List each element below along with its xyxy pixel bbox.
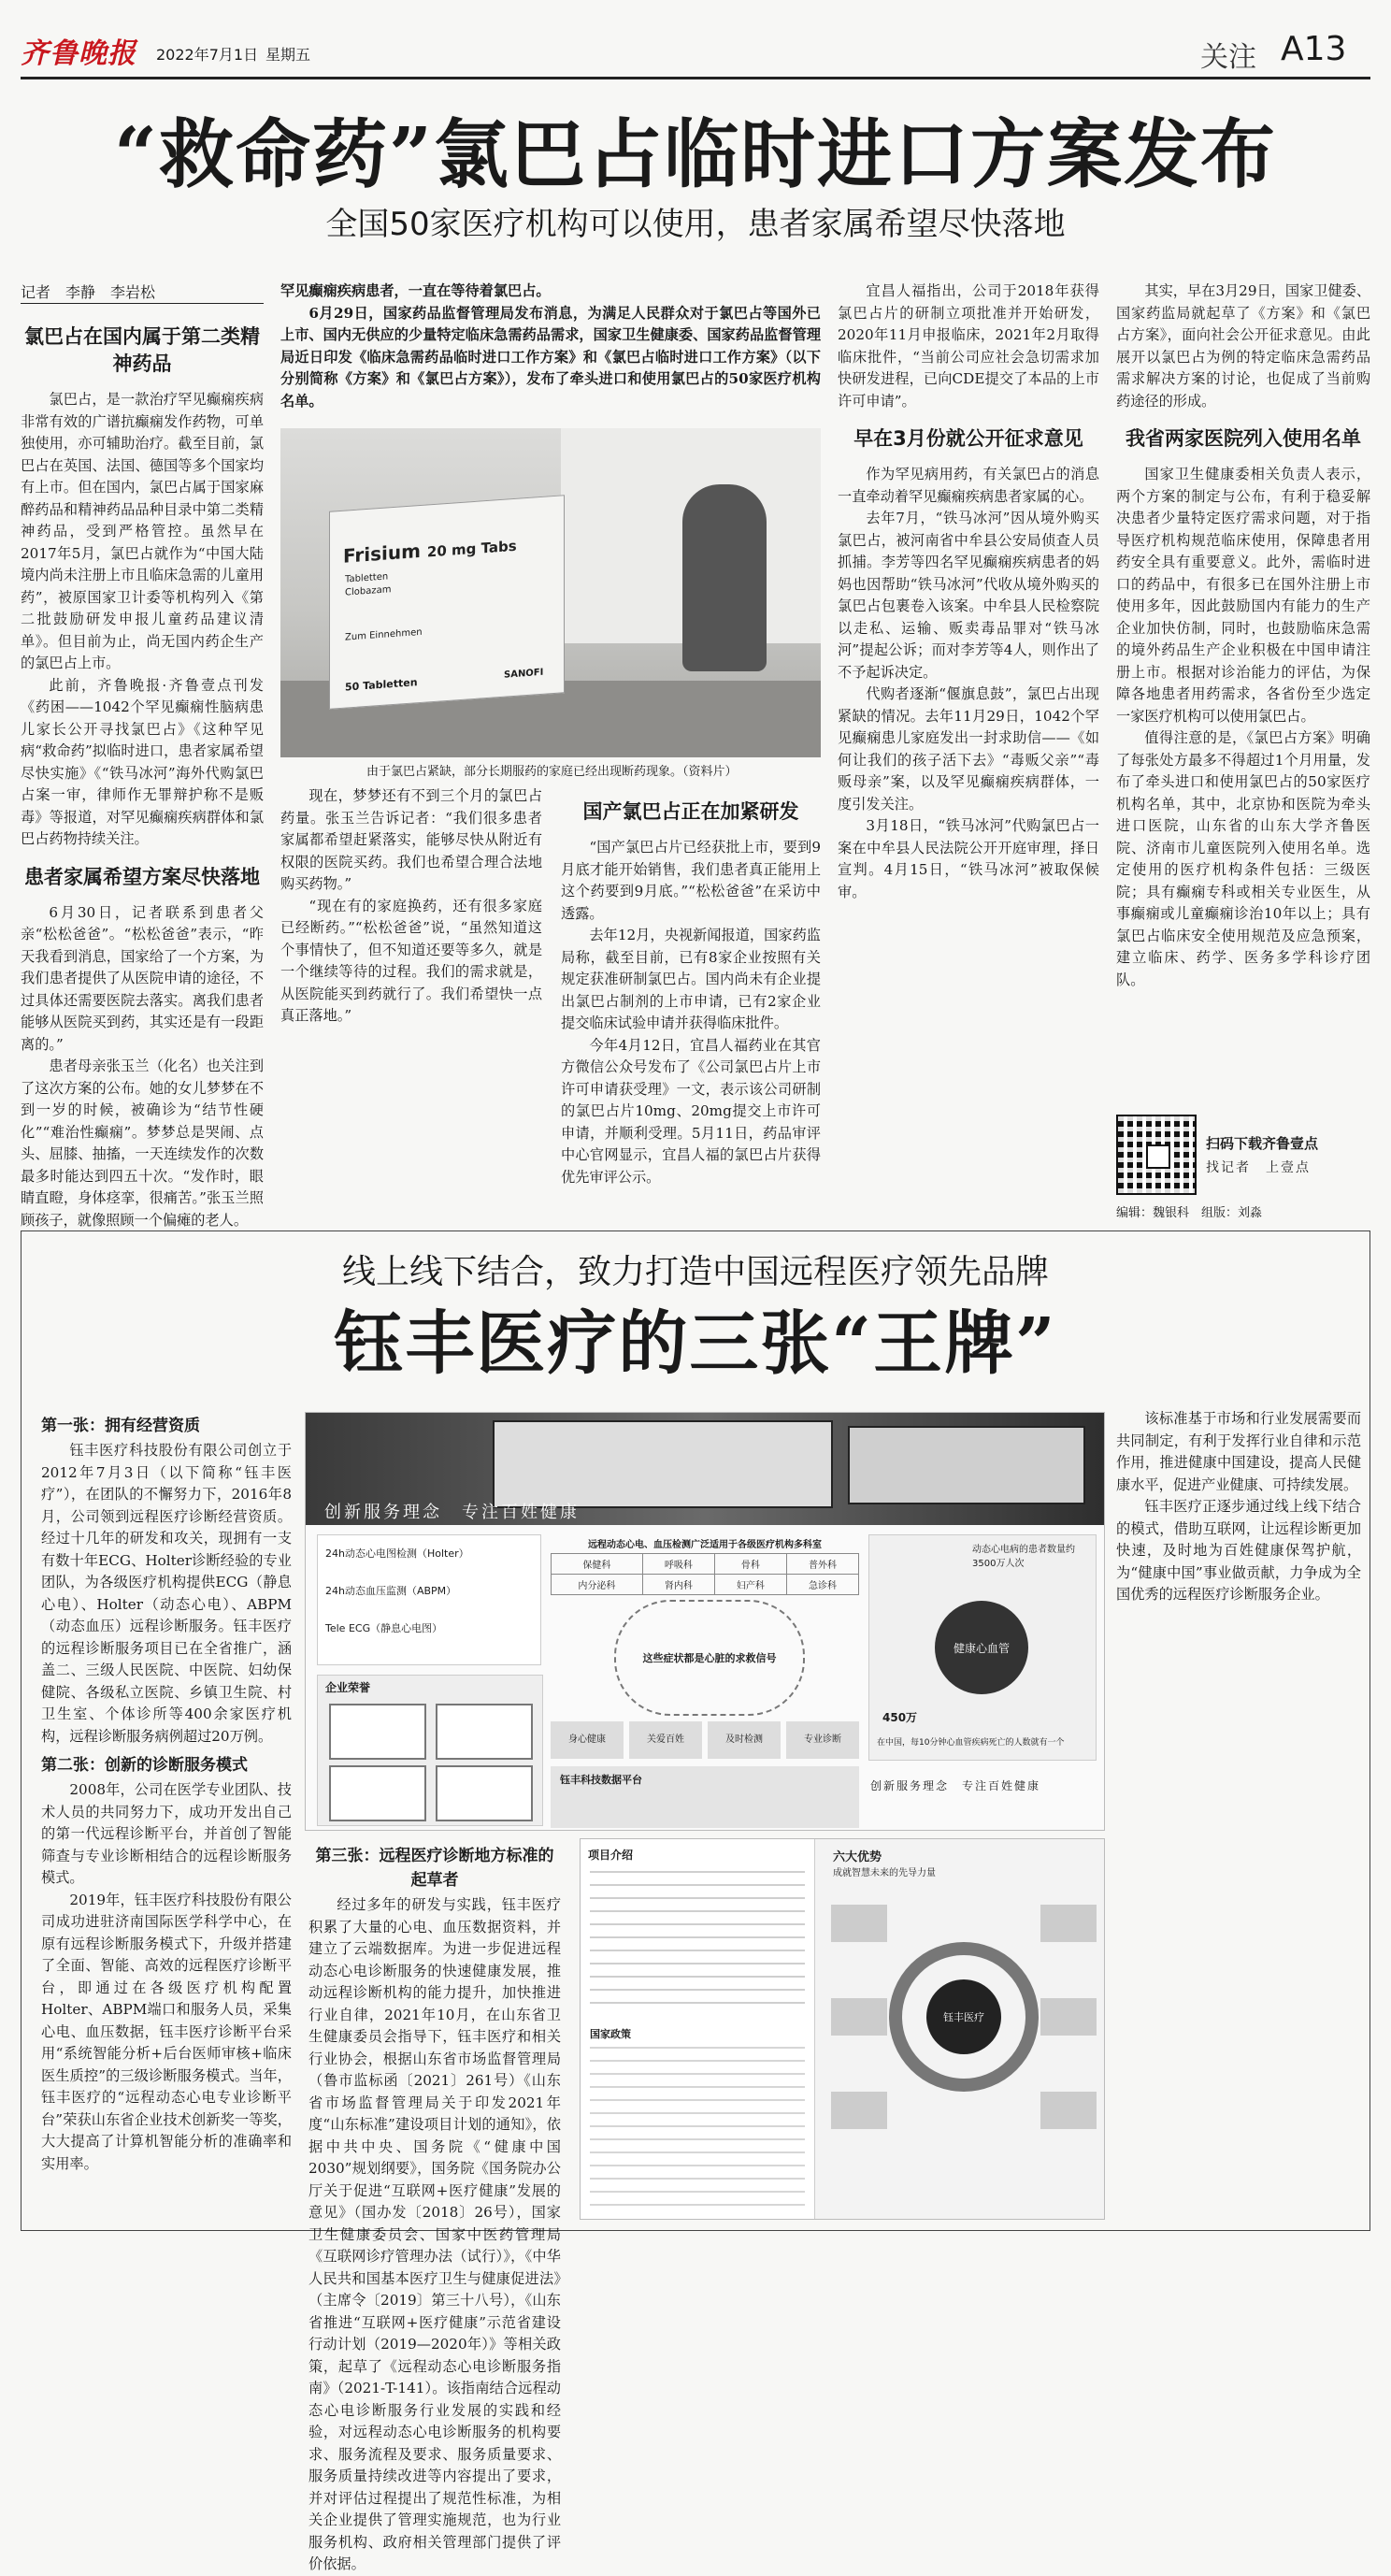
photo-figure xyxy=(682,484,767,671)
story1-column-1 xyxy=(21,310,264,1229)
lead-paragraph: 罕见癫痫疾病患者，一直在等待着氯巴占。 xyxy=(280,282,551,299)
story2-column-4 xyxy=(1116,1408,1361,2218)
project-panel-lines xyxy=(590,1871,805,2011)
project-panel-sub: 国家政策 xyxy=(590,2028,631,2040)
table-cell: 保健科 xyxy=(552,1554,643,1575)
paragraph: 2008年，公司在医学专业团队、技术人员的共同努力下，成功开发出自己的第一代远程诊断平台，并首创了智能筛查与专业诊断相结合的远程诊断服务模式。 xyxy=(41,1781,292,1886)
story1-column-5 xyxy=(1116,281,1370,1108)
paragraph: 现在，梦梦还有不到三个月的氯巴占药量。张玉兰告诉记者：“我们很多患者家属都希望赶紧落实，能够尽快从附近有权限的医院买药。我们也希望合理合法地购买药物。” xyxy=(280,787,542,892)
table-cell: 肾内科 xyxy=(642,1575,714,1595)
six-title: 六大优势 xyxy=(833,1850,882,1864)
story1-column-2 xyxy=(280,785,542,1225)
table-row xyxy=(552,1554,859,1575)
project-panel xyxy=(581,1839,815,2219)
lead-paragraph-2: 6月29日，国家药品监督管理局发布消息，为满足人民群众对于氯巴占等国外已上市、国内无供应的少量特定临床急需药品需求，国家卫生健康委、国家药品监督管理局近日印发《临床急需药品临时进口工作方案》和《氯巴占临时进口工作方案》（以下分别简称《方案》和《氯巴占方案》），发布了牵头进口和使用氯巴占的50家医疗机构名单。 xyxy=(280,304,821,410)
story2-headline: 钰丰医疗的三张“王牌” xyxy=(334,1303,1057,1384)
advert-image-lower xyxy=(580,1838,1105,2220)
paragraph: 3月18日，“铁马冰河”代购氯巴占一案在中牟县人民法院公开开庭审理，择日宣判。4月15日，“铁马冰河”被取保候审。 xyxy=(838,817,1099,900)
photo-caption: 由于氯巴占紧缺，部分长期服药的家庭已经出现断药现象。（资料片） xyxy=(366,765,738,779)
paragraph: 钰丰医疗正逐步通过线上线下结合的模式，借助互联网，让远程诊断更加快速，及时地为百姓健康保驾护航，为“健康中国”事业做贡献，力争成为全国优秀的远程医疗诊断服务企业。 xyxy=(1116,1498,1361,1603)
project-panel-title: 项目介绍 xyxy=(588,1849,634,1862)
pkg-maker: SANOFI xyxy=(504,667,544,681)
subhead-domestic-rd: 国产氯巴占正在加紧研发 xyxy=(582,800,799,823)
table-cell: 内分泌科 xyxy=(552,1575,643,1595)
paragraph: 患者母亲张玉兰（化名）也关注到了这次方案的公布。她的女儿梦梦在不到一岁的时候，被确诊为“结节性硬化”“难治性癫痫”。梦梦总是哭闹、点头、屈膝、抽搐，一天连续发作的次数最多时能达到四五十次。“发作时，眼睛直瞪，身体痉挛，很痛苦。”张玉兰照顾孩子，就像照顾一个偏瘫的老人。 xyxy=(21,1058,264,1229)
paragraph: 今年4月12日，宜昌人福药业在其官方微信公众号发布了《公司氯巴占片上市许可申请获受理》一文，表示该公司研制的氯巴占片10mg、20mg提交上市许可申请，并顺利受理。5月11日，药品审评中心官网显示，宜昌人福的氯巴占片获得优先审评公示。 xyxy=(561,1036,821,1186)
subhead-march-consultation: 早在3月份就公开征求意见 xyxy=(853,427,1083,450)
advert-dept-table xyxy=(551,1553,859,1595)
advert-quals xyxy=(317,1675,543,1826)
table-cell: 骨科 xyxy=(714,1554,786,1575)
qr-code-center xyxy=(1146,1144,1170,1169)
pkg-line3: Zum Einnehmen xyxy=(345,626,423,643)
advert-platform xyxy=(551,1766,859,1828)
advert-monitor-2 xyxy=(848,1426,1085,1504)
paragraph: “现在有的家庭换药，还有很多家庭已经断药。”“松松爸爸”说，“虽然知道这个事情快了，但不知道还要等多久，就是一个继续等待的过程。我们的需求就是，从医院能买到药就行了。我们希望快一点真正落地。” xyxy=(280,897,542,1024)
masthead xyxy=(21,21,1370,77)
center-title: 健康心血管 xyxy=(953,1641,1010,1655)
pkg-line2: Clobazam xyxy=(345,584,392,598)
hub-center xyxy=(926,1979,1001,2054)
paragraph: 氯巴占，是一款治疗罕见癫痫疾病非常有效的广谱抗癫痫发作药物，可单独使用，亦可辅助治疗。截至目前，氯巴占在英国、法国、德国等多个国家均有上市。但在国内，氯巴占属于国家麻醉药品和精神药品品种目录中第二类精神药品，受到严格管控。虽然早在2017年5月，氯巴占就作为“中国大陆境内尚未注册上市且临床急需的儿童用药”，被原国家卫计委等机构列入《第二批鼓励研发申报儿童药品建议清单》。但目前为止，尚无国内药企生产的氯巴占上市。 xyxy=(21,391,264,671)
paragraph: 2019年，钰丰医疗科技股份有限公司成功进驻济南国际医学科学中心，在原有远程诊断服务模式下，升级并搭建了全面、智能、高效的远程医疗诊断平台，即通过在各级医疗机构配置Holter、ABPM端口和服务人员，采集心电、血压数据，钰丰医疗诊断平台采用“系统智能分析+后台医师审核+临床医生质控”的三级诊断服务模式。当年，钰丰医疗的“远程动态心电专业诊断平台”荣获山东省企业技术创新奖一等奖，大大提高了计算机智能分析的准确率和实用率。 xyxy=(41,1891,292,2172)
byline-rule xyxy=(21,303,264,304)
issue-date: 2022年7月1日 xyxy=(156,46,259,64)
right-bottom-stat: 450万 xyxy=(882,1711,918,1724)
issue-weekday: 星期五 xyxy=(265,46,311,64)
story2-column-1 xyxy=(41,1408,292,2218)
table-cell: 普外科 xyxy=(786,1554,858,1575)
story1-column-4 xyxy=(838,281,1099,1225)
subhead-families-hope: 患者家属希望方案尽快落地 xyxy=(24,865,260,888)
paragraph: 代购者逐渐“偃旗息鼓”，氯巴占出现紧缺的情况。去年11月29日，1042个罕见癫痫患儿家庭发出一封求助信——《如何让我们的孩子活下去》“毒贩父亲”“毒贩母亲”案，以及罕见癫痫疾病群体，一度引发关注。 xyxy=(838,685,1099,813)
advert-services xyxy=(317,1534,541,1665)
certificate-4 xyxy=(436,1765,533,1821)
advantage-box xyxy=(831,1905,887,1942)
six-advantages xyxy=(824,1839,1104,2219)
story2-kicker: 线上线下结合，致力打造中国远程医疗领先品牌 xyxy=(341,1253,1049,1291)
paragraph: 6月30日，记者联系到患者父亲“松松爸爸”。“松松爸爸”表示，“昨天我看到消息，国家给了一个方案，为我们患者提供了从医院申请的途径，不过具体还需要医院去落实。离我们患者能够从医院买到药，其实还是有一段距离的。” xyxy=(21,903,264,1053)
advantage-box xyxy=(1040,2092,1097,2129)
story2-column-2 xyxy=(308,1838,561,2572)
platform-title: 钰丰科技数据平台 xyxy=(560,1774,642,1786)
table-row xyxy=(552,1575,859,1595)
card-one-title: 第一张：拥有经营资质 xyxy=(41,1417,200,1435)
masthead-rule xyxy=(21,77,1370,79)
table-cell: 急诊科 xyxy=(786,1575,858,1595)
advert-slogan: 创新服务理念 专注百姓健康 xyxy=(324,1503,580,1522)
right-note: 在中国，每10分钟心血管疾病死亡的人数就有一个 xyxy=(877,1738,1065,1748)
project-panel-lines-2 xyxy=(590,2047,805,2206)
pkg-count: 50 Tabletten xyxy=(345,676,418,694)
right-top-stat: 动态心电病的患者数量约3500万人次 xyxy=(972,1545,1075,1569)
paragraph: 此前，齐鲁晚报·齐鲁壹点刊发《药困——1042个罕见癫痫性脑病患儿家长公开寻找氯巴占》《这种罕见病“救命药”拟临时进口，患者家属希望尽快实施》《“铁马冰河”海外代购氯巴占案一审，律师作无罪辩护称不是贩毒》等报道，对罕见癫痫疾病群体和氯巴占药物持续关注。 xyxy=(21,676,264,847)
medicine-box xyxy=(329,495,565,710)
story1-photo xyxy=(280,428,821,757)
paragraph: 钰丰医疗科技股份有限公司创立于2012年7月3日（以下简称“钰丰医疗”），在团队的不懈努力下，2016年8月，公司领到远程医疗诊断经营资质。经过十几年的研发和攻关，现拥有一支有数十年ECG、Holter诊断经验的专业团队，为各级医疗机构提供ECG（静息心电）、Holter（动态心电）、ABPM（动态血压）远程诊断服务。钰丰医疗的远程诊断服务项目已在全省推广，涵盖二、三级人民医院、中医院、妇幼保健院、各级私立医院、乡镇卫生院、村卫生室、个体诊所等400余家医疗机构，远程诊断服务病例超过20万例。 xyxy=(41,1442,292,1745)
advantage-box xyxy=(1040,1905,1097,1942)
editor-credit: 编辑：魏银科 组版：刘淼 xyxy=(1116,1206,1263,1220)
advert-monitor xyxy=(493,1420,833,1508)
card-three-title: 第三张：远程医疗诊断地方标准的起草者 xyxy=(315,1847,554,1890)
pkg-brand: Frisium 20 mg Tabs xyxy=(343,537,517,568)
advantage-box xyxy=(831,1998,887,2036)
qr-sublabel: 找记者 上壹点 xyxy=(1206,1160,1311,1175)
paragraph: 去年7月，“铁马冰河”因从境外购买氯巴占，被河南省中牟县公安局侦查人员抓捕。李芳等四名罕见癫痫疾病患者的妈妈也因帮助“铁马冰河”代收从境外购买的氯巴占包裹卷入该案。中牟县人民检察院以走私、运输、贩卖毒品罪对“铁马冰河”提起公诉；而对李芳等4人，则作出了不予起诉决定。 xyxy=(838,510,1099,681)
subhead-class2-drug: 氯巴占在国内属于第二类精神药品 xyxy=(24,325,260,375)
newspaper-logo: 齐鲁晚报 xyxy=(21,37,136,70)
quals-title: 企业荣誉 xyxy=(325,1681,371,1694)
qr-code-icon[interactable] xyxy=(1116,1115,1197,1195)
advert-table-title: 远程动态心电、血压检测广泛适用于各级医疗机构多科室 xyxy=(588,1540,822,1550)
qr-label: 扫码下载齐鲁壹点 xyxy=(1206,1135,1319,1152)
step-item: 及时检测 xyxy=(708,1721,781,1759)
pkg-line1: Tabletten xyxy=(345,571,389,585)
paragraph: 其实，早在3月29日，国家卫健委、国家药监局就起草了《方案》和《氯巴占方案》，面向社会公开征求意见。由此展开以氯巴占为例的特定临床急需药品需求解决方案的讨论，也促成了当前购药途径的形成。 xyxy=(1116,282,1371,410)
certificate-3 xyxy=(329,1765,426,1821)
advert-slogan-2: 创新服务理念 专注百姓健康 xyxy=(870,1779,1041,1792)
symptom-title: 这些症状都是心脏的求救信号 xyxy=(642,1652,777,1664)
story1-headline: “救命药”氯巴占临时进口方案发布 xyxy=(113,110,1278,198)
advert-symptom-circle xyxy=(614,1600,805,1716)
service-abpm: 24h动态血压监测（ABPM） xyxy=(325,1585,457,1597)
paragraph: 去年12月，央视新闻报道，国家药监局称，截至目前，已有8家企业按照有关规定获准研制氯巴占。国内尚未有企业提出氯巴占制剂的上市申请，已有2家企业提交临床试验申请并获得临床批件。 xyxy=(561,927,821,1031)
six-subtitle: 成就智慧未来的先导力量 xyxy=(833,1868,936,1878)
hub-label: 钰丰医疗 xyxy=(943,2011,984,2023)
advantage-box xyxy=(1040,1998,1097,2036)
heart-center-circle xyxy=(935,1601,1028,1694)
step-item: 专业诊断 xyxy=(786,1721,859,1759)
subhead-two-hospitals: 我省两家医院列入使用名单 xyxy=(1126,427,1361,450)
advert-right-info xyxy=(868,1534,1097,1761)
story1-lead xyxy=(280,281,821,421)
story1-column-3 xyxy=(561,785,821,1225)
advert-steps xyxy=(551,1721,859,1759)
table-cell: 妇产科 xyxy=(714,1575,786,1595)
byline: 记者 李静 李岩松 xyxy=(21,283,156,301)
paragraph: 值得注意的是，《氯巴占方案》明确了每张处方最多不得超过1个月用量，发布了牵头进口和使用氯巴占的50家医疗机构名单，其中，北京协和医院为牵头进口医院，山东省的山东大学齐鲁医院、济南市儿童医院列入使用名单。选定使用的医疗机构条件包括：三级医院；具有癫痫专科或相关专业医生，从事癫痫或儿童癫痫诊治10年以上；具有氯巴占临床安全使用规范及应急预案，建立临床、药学、医务多学科诊疗团队。 xyxy=(1116,729,1370,988)
paragraph: “国产氯巴占片已经获批上市，要到9月底才能开始销售，我们患者真正能用上这个药要到9月底。”“松松爸爸”在采访中透露。 xyxy=(561,839,821,922)
paragraph: 国家卫生健康委相关负责人表示，两个方案的制定与公布，有利于稳妥解决患者少量特定医疗需求问题，对于指导医疗机构规范临床使用，保障患者用药安全具有重要意义。此外，需临时进口的药品中，有很多已在国外注册上市使用多年，因此鼓励国内有能力的生产企业加快仿制，同时，也鼓励临床急需的境外药品生产企业积极在中国申请注册上市。根据对诊治能力的评估，为保障各地患者用药需求，各省份至少选定一家医疗机构可以使用氯巴占。 xyxy=(1116,466,1370,725)
paragraph: 经过多年的研发与实践，钰丰医疗积累了大量的心电、血压数据资料，并建立了云端数据库。为进一步促进远程动态心电诊断服务的快速健康发展，推动远程诊断机构的能力提升，加快推进行业自律，2021年10月，在山东省卫生健康委员会指导下，钰丰医疗和相关行业协会，根据山东省市场监督管理局（鲁市监标函〔2021〕261号）《山东省市场监督管理局关于印发2021年度“山东标准”建设项目计划的通知》，依据中共中央、国务院《“健康中国2030”规划纲要》，国务院《国务院办公厅关于促进“互联网+医疗健康”发展的意见》（国办发〔2018〕26号），国家卫生健康委员会、国家中医药管理局《互联网诊疗管理办法（试行）》，《中华人民共和国基本医疗卫生与健康促进法》（主席令〔2019〕第三十八号），《山东省推进“互联网+医疗健康”示范省建设行动计划（2019—2020年）》等相关政策，起草了《远程动态心电诊断服务指南》（2021-T-141）。该指南结合远程动态心电诊断服务行业发展的实践和经验，对远程动态心电诊断服务的机构要求、服务流程及要求、服务质量要求、服务质量持续改进等内容提出了要求，并对评估过程提出了规范性标准，为相关企业提供了管理实施规范，也为行业服务机构、政府相关管理部门提供了评价依据。 xyxy=(308,1896,561,2572)
certificate-1 xyxy=(329,1704,426,1760)
certificate-2 xyxy=(436,1704,533,1760)
paragraph: 作为罕见病用药，有关氯巴占的消息一直牵动着罕见癫痫疾病患者家属的心。 xyxy=(838,466,1099,505)
advert-image xyxy=(305,1412,1105,1831)
story1-subheadline: 全国50家医疗机构可以使用，患者家属希望尽快落地 xyxy=(325,206,1066,243)
advantage-box xyxy=(831,2092,887,2129)
paragraph: 该标准基于市场和行业发展需要而共同制定，有利于发挥行业自律和示范作用，推进健康中国建设，提高人民健康水平，促进产业健康、可持续发展。 xyxy=(1116,1410,1361,1493)
step-item: 关爱百姓 xyxy=(629,1721,702,1759)
table-cell: 呼吸科 xyxy=(642,1554,714,1575)
card-two-title: 第二张：创新的诊断服务模式 xyxy=(41,1756,248,1775)
service-ecg: Tele ECG（静息心电图） xyxy=(325,1622,443,1634)
section-name: 关注 xyxy=(1200,41,1256,74)
step-item: 身心健康 xyxy=(551,1721,624,1759)
service-holter: 24h动态心电图检测（Holter） xyxy=(325,1547,469,1560)
paragraph: 宜昌人福指出，公司于2018年获得氯巴占片的研制立项批准并开始研发，2020年11月申报临床，2021年2月取得临床批件，“当前公司应社会急切需求加快研发进程，已向CDE提交了本品的上市许可申请”。 xyxy=(838,282,1099,410)
page-number: A13 xyxy=(1281,30,1347,68)
